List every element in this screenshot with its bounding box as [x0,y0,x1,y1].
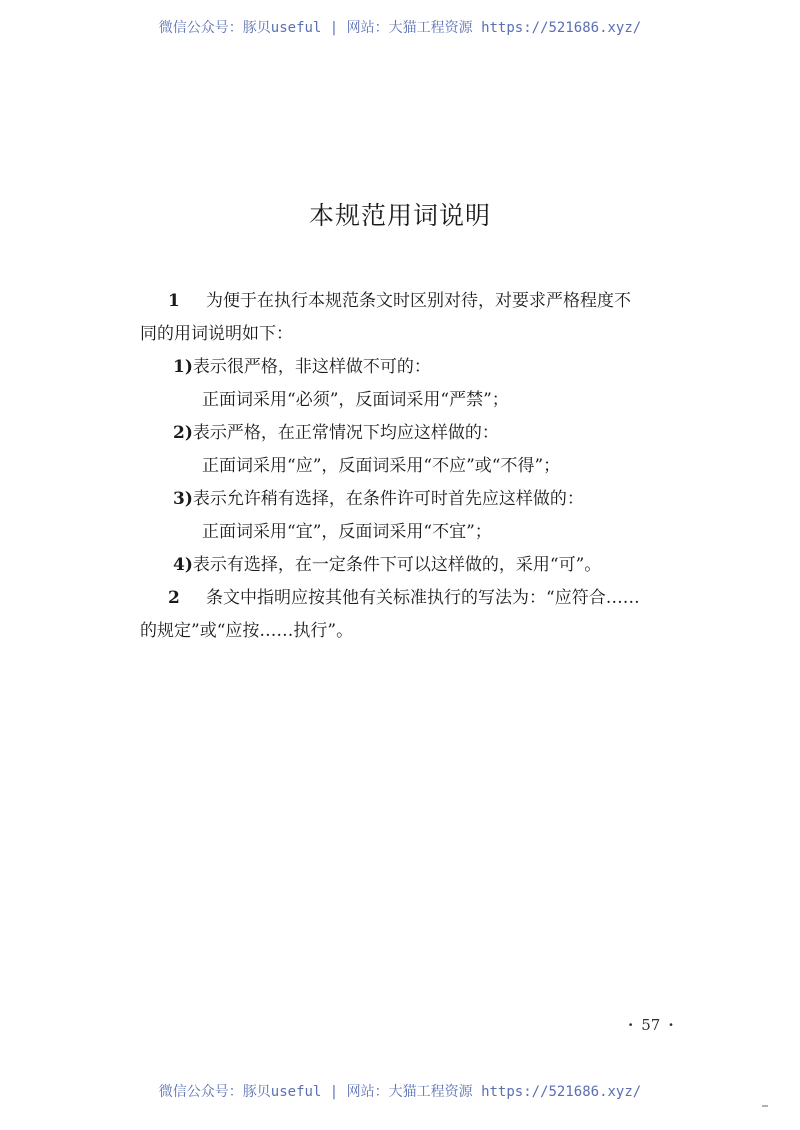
item-number: 2 [168,588,180,608]
subitem-2 [140,418,688,448]
subitem-2-detail: 正面词采用“应”，反面词采用“不应”或“不得”； [202,456,561,476]
subitem-text: 表示允许稍有选择，在条件许可时首先应这样做的： [192,489,584,509]
item-text: 为便于在执行本规范条文时区别对待，对要求严格程度不 [206,291,631,311]
item-text: 条文中指明应按其他有关标准执行的写法为：“应符合…… [206,588,640,608]
subitem-text: 表示有选择，在一定条件下可以这样做的，采用“可”。 [192,555,602,575]
item-2 [140,583,688,613]
page-number-value: 57 [641,1016,661,1034]
subitem-1 [140,352,688,382]
document-body [140,286,688,649]
item-1 [140,286,688,316]
watermark-top: 微信公众号：豚贝useful | 网站：大猫工程资源 https://521686.xyz/ [158,20,642,36]
subitem-text: 表示很严格，非这样做不可的： [192,357,431,377]
subitem-1-detail: 正面词采用“必须”，反面词采用“严禁”； [202,390,509,410]
subitem-3-detail: 正面词采用“宜”，反面词采用“不宜”； [202,522,492,542]
page-number-dot-right: · [668,1016,674,1034]
page-title: 本规范用词说明 [308,201,491,230]
page-number [620,1016,682,1034]
subitem-4 [140,550,688,580]
subitem-number: 3) [173,489,193,509]
page-number-dot-left: · [628,1016,634,1034]
watermark-bottom: 微信公众号：豚贝useful | 网站：大猫工程资源 https://521686.xyz/ [158,1084,642,1100]
subitem-number: 4) [173,555,193,575]
item-1-continuation: 同的用词说明如下： [140,324,293,344]
item-2-continuation: 的规定”或“应按……执行”。 [140,621,354,641]
subitem-text: 表示严格，在正常情况下均应这样做的： [192,423,499,443]
item-number: 1 [168,291,180,311]
subitem-number: 1) [173,357,193,377]
scan-mark [762,1105,768,1107]
subitem-number: 2) [173,423,193,443]
subitem-3 [140,484,688,514]
